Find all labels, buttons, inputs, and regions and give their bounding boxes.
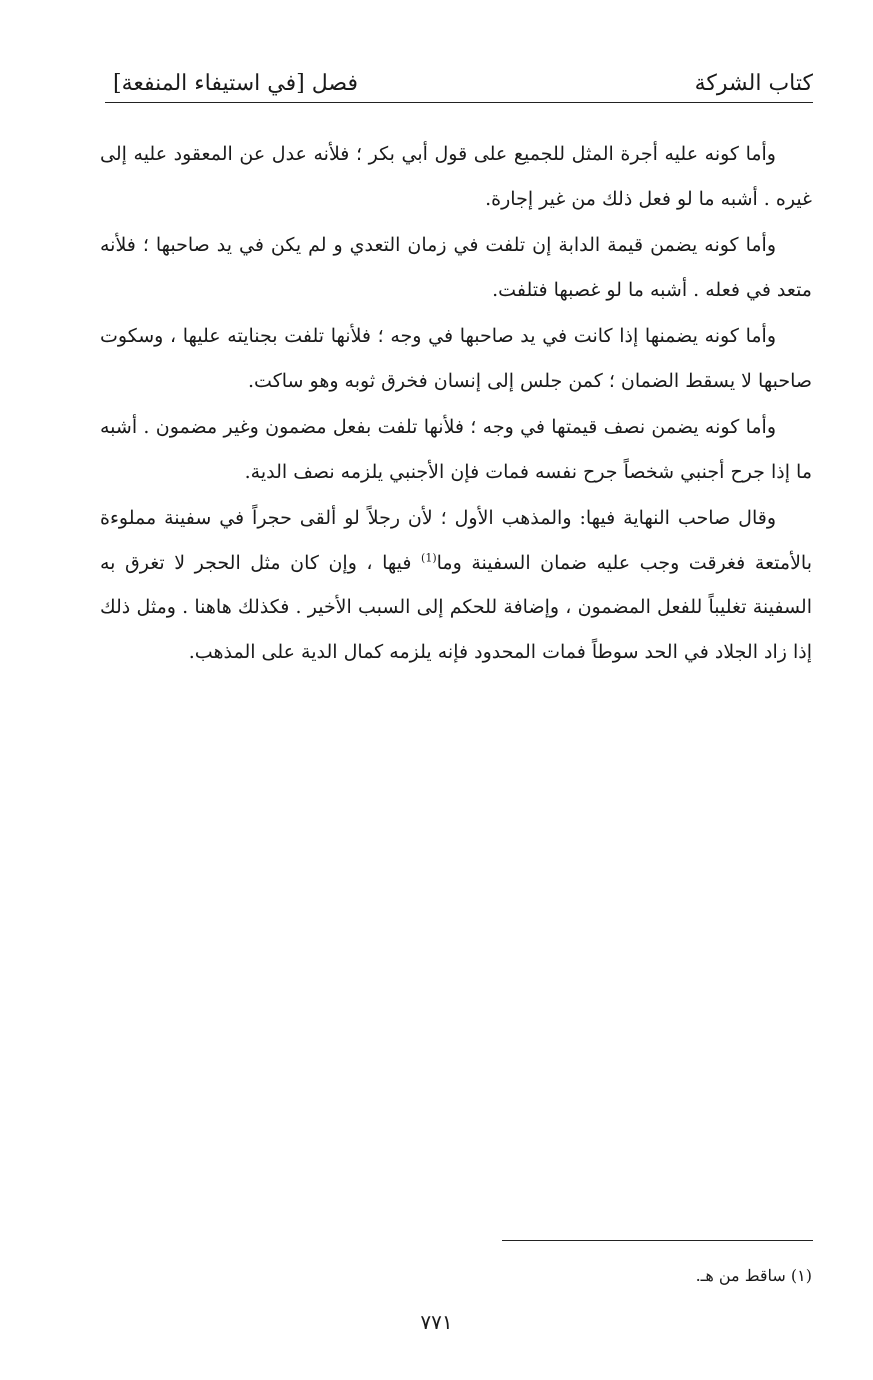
paragraph: وأما كونه يضمن نصف قيمتها في وجه ؛ فلأنها تلفت بفعل مضمون وغير مضمون . أشبه ما إذا جرح أجنبي شخصاً جرح نفسه فمات فإن الأجنبي يلزمه نصف الدية. [100, 416, 812, 483]
paragraph: وأما كونه يضمن قيمة الدابة إن تلفت في زمان التعدي و لم يكن في يد صاحبها ؛ فلأنه متعد في فعله . أشبه ما لو غصبها فتلفت. [100, 234, 812, 301]
paragraph-with-note [100, 496, 812, 674]
paragraph: وأما كونه عليه أجرة المثل للجميع على قول أبي بكر ؛ فلأنه عدل عن المعقود عليه إلى غيره . أشبه ما لو فعل ذلك من غير إجارة. [100, 143, 812, 210]
footnote-marker: (1) [421, 551, 437, 565]
main-text [100, 132, 812, 674]
page-number: ٧٧١ [420, 1310, 453, 1334]
paragraph-text: وقال صاحب النهاية فيها: والمذهب الأول ؛ لأن رجلاً لو ألقى حجراً في سفينة مملوءة بالأمتعة فغرقت وجب عليه ضمان السفينة وما [100, 507, 812, 574]
paragraph-text: فيها ، وإن كان مثل الحجر لا تغرق به السفينة تغليباً للفعل المضمون ، وإضافة للحكم إلى السبب الأخير . فكذلك هاهنا . ومثل ذلك إذا زاد الجلاد في الحد سوطاً فمات المحدود فإنه يلزمه كمال الدية على المذهب. [100, 551, 812, 663]
header-rule [105, 102, 813, 103]
paragraph: وأما كونه يضمنها إذا كانت في يد صاحبها في وجه ؛ فلأنها تلفت بجنايته عليها ، وسكوت صاحبها لا يسقط الضمان ؛ كمن جلس إلى إنسان فخرق ثوبه وهو ساكت. [100, 325, 812, 392]
book-title: كتاب الشركة [694, 71, 813, 96]
section-title: فصل [في استيفاء المنفعة] [113, 71, 358, 96]
running-header [105, 62, 813, 102]
footnote: (١) ساقط من هـ. [695, 1266, 812, 1285]
footnote-rule [502, 1240, 813, 1241]
